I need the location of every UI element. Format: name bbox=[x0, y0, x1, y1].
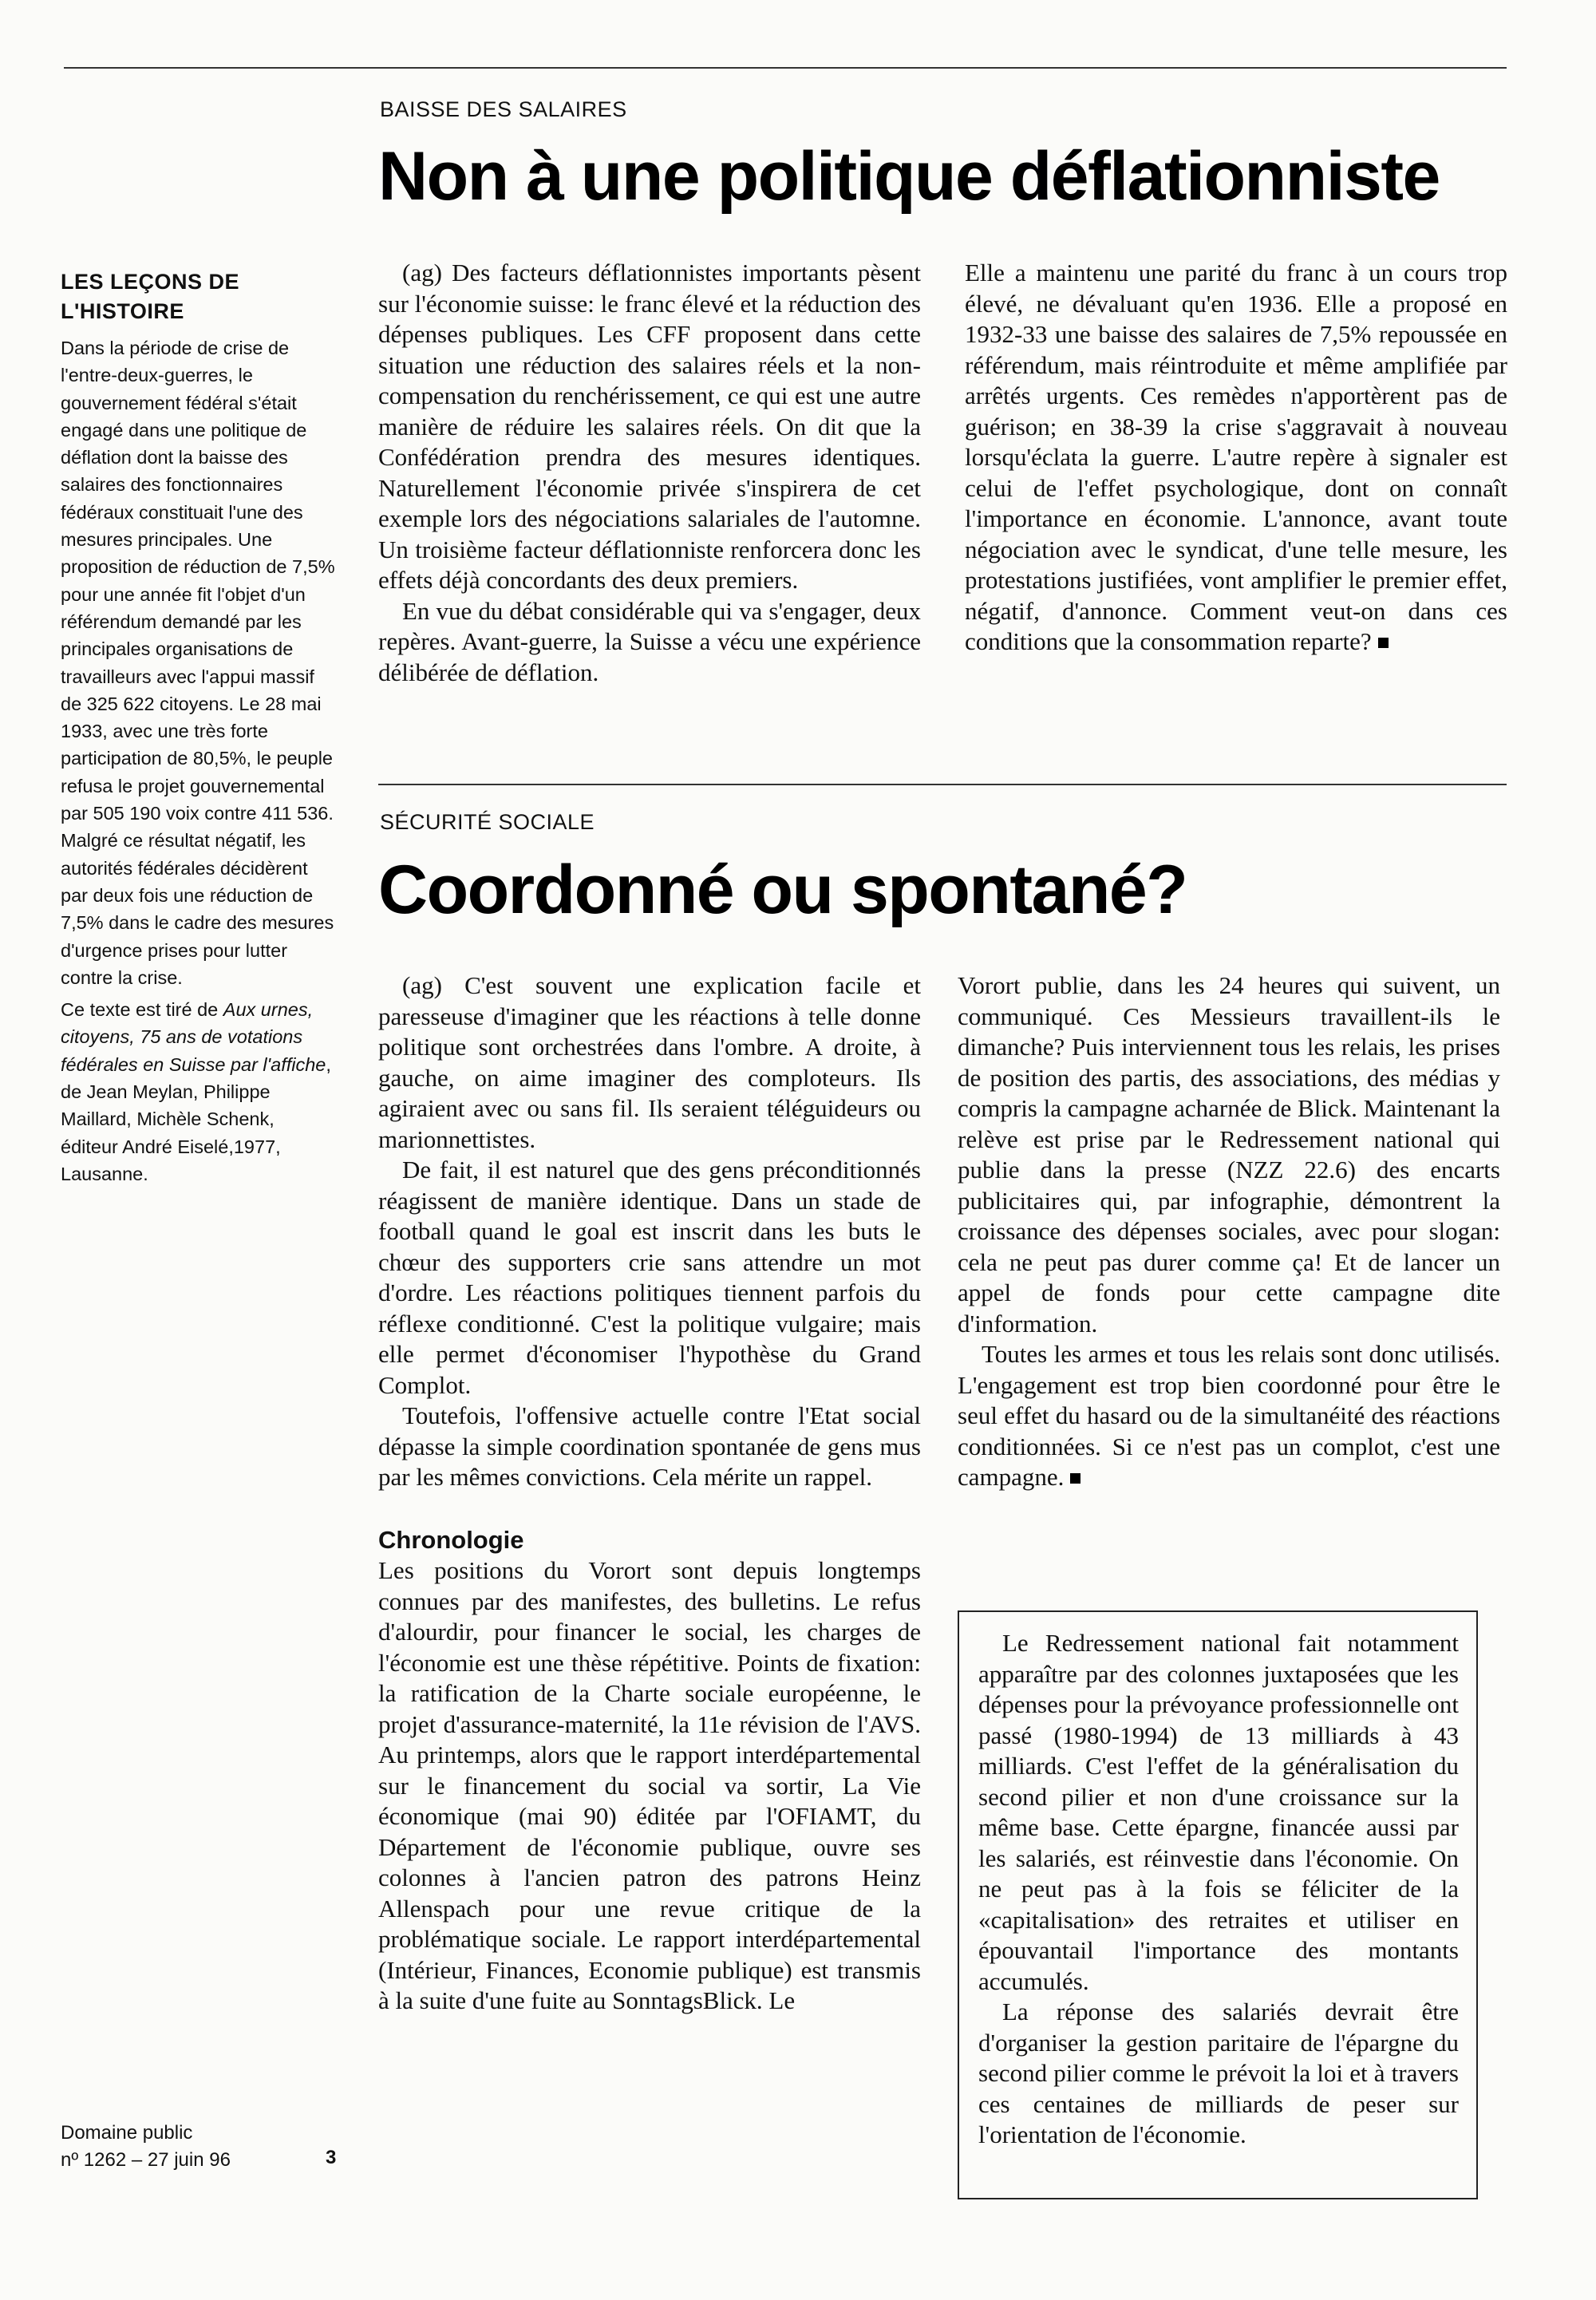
paragraph: (ag) Des facteurs déflationnistes importants pèsent sur l'économie suisse: le franc élevé et la réduction des dépenses publiques. Les CFF proposent dans cette situation une réduction des salaires réels et la non-compensation du renchérissement, ce qui est une autre manière de réduire les salaires réels. On dit que la Confédération prendra des mesures identiques. Naturellement l'économie privée s'inspirera de cet exemple lors des négociations salariales de l'automne. Un troisième facteur déflationniste renforcera donc les effets déjà concordants des deux premiers. bbox=[378, 259, 921, 594]
paragraph: Toutefois, l'offensive actuelle contre l'Etat social dépasse la simple coordination spontanée de gens mus par les mêmes convictions. Cela mérite un rappel. bbox=[378, 1401, 921, 1491]
article2-headline: Coordonné ou spontané? bbox=[378, 852, 1187, 928]
box-paragraph: La réponse des salariés devrait être d'organiser la gestion paritaire de l'épargne du second pilier comme le prévoit la loi et à travers ces centaines de milliards de peser sur l'orientation de l'économie. bbox=[978, 1998, 1459, 2148]
footer bbox=[61, 2120, 348, 2174]
paragraph-text: Elle a maintenu une parité du franc à un cours trop élevé, ne dévaluant qu'en 1936. Elle a proposé en 1932-33 une baisse des salaires de 7,5% repoussée en référendum, mais réintroduite et même amplifiée par arrêtés urgents. Ces remèdes n'apportèrent pas de guérison; en 38-39 la crise s'aggravait à nouveau lorsqu'éclata la guerre. L'autre repère à signaler est celui de l'effet psychologique, dont on connaît l'importance en économie. L'annonce, avant toute négociation avec le syndicat, d'une telle mesure, les protestations justifiées, vont amplifier le premier effet, négatif, d'annonce. Comment veut-on dans ces conditions que la consommation reparte? bbox=[965, 259, 1507, 655]
paragraph: (ag) C'est souvent une explication facile et paresseuse d'imaginer que les réactions à telle donne politique sont orchestrées dans l'ombre. A droite, à gauche, on aime imaginer des comploteurs. Ils agiraient avec ou sans fil. Ils seraient téléguideurs ou marionnettistes. bbox=[378, 971, 921, 1153]
subhead-chronologie: Chronologie bbox=[378, 1525, 524, 1554]
publication-name: Domaine public bbox=[61, 2122, 193, 2144]
article2-kicker: SÉCURITÉ SOCIALE bbox=[380, 810, 595, 834]
paragraph: De fait, il est naturel que des gens préconditionnés réagissent de manière identique. Dans un stade de football quand le goal est inscrit dans les buts le chœur des supporters crie sans attendre un mot d'ordre. Les réactions politiques tiennent parfois du réflexe conditionné. C'est la politique vulgaire; mais elle permet d'économiser l'hypothèse du Grand Complot. bbox=[378, 1156, 921, 1399]
sidebar-title: LES LEÇONS DE L'HISTOIRE bbox=[61, 270, 240, 323]
paragraph bbox=[958, 1339, 1500, 1493]
issue-info: nº 1262 – 27 juin 96 bbox=[61, 2149, 231, 2171]
section-rule bbox=[378, 784, 1507, 785]
article1-column-2 bbox=[965, 258, 1507, 658]
article1-column-1 bbox=[378, 258, 921, 688]
box-paragraph: Le Redressement national fait notamment apparaître par des colonnes juxtaposées que les dépenses pour la prévoyance professionnelle ont passé (1980-1994) de 13 milliards à 43 milliards. C'est l'effet de la généralisation du second pilier et non d'une croissance sur la même base. Cette épargne, financée aussi par les salariés, est réinvestie dans l'économie. On ne peut pas à la fois se féliciter de la «capitalisation» des retraites et utiliser en épouvantail l'importance des montants accumulés. bbox=[978, 1629, 1459, 1995]
paragraph-text: Toutes les armes et tous les relais sont donc utilisés. L'engagement est trop bien coordonné pour être le seul effet du hasard ou de la simultanéité des réactions conditionnées. Si ce n'est pas un complot, c'est une campagne. bbox=[958, 1340, 1500, 1491]
top-rule bbox=[64, 67, 1507, 69]
sidebar-history bbox=[61, 267, 336, 1192]
paragraph bbox=[965, 258, 1507, 658]
sidebar-body: Dans la période de crise de l'entre-deux-guerres, le gouvernement fédéral s'était engagé dans une politique de déflation dont la baisse des salaires des fonctionnaires fédéraux constituait l'une des mesures principales. Une proposition de réduction de 7,5% pour une année fit l'objet d'un référendum demandé par les principales organisations de travailleurs avec l'appui massif de 325 622 citoyens. Le 28 mai 1933, avec une très forte participation de 80,5%, le peuple refusa le projet gouvernemental par 505 190 voix contre 411 536. Malgré ce résultat négatif, les autorités fédérales décidèrent par deux fois une réduction de 7,5% dans le cadre des mesures d'urgence prises pour lutter contre la crise. bbox=[61, 338, 335, 988]
paragraph: Vorort publie, dans les 24 heures qui suivent, un communiqué. Ces Messieurs travaillent-ils le dimanche? Puis interviennent tous les relais, les prises de position des partis, des associations, des médias y compris la campagne acharnée de Blick. Maintenant la relève est prise par le Redressement national qui publie dans la presse (NZZ 22.6) des encarts publicitaires qui, par infographie, démontrent la croissance des dépenses sociales, avec pour slogan: cela ne peut pas durer comme ça! Et de lancer un appel de fonds pour cette campagne dite d'information. bbox=[958, 971, 1500, 1338]
info-box bbox=[958, 1610, 1478, 2199]
paragraph: En vue du débat considérable qui va s'engager, deux repères. Avant-guerre, la Suisse a vécu une expérience délibérée de déflation. bbox=[378, 596, 921, 686]
source-title: Aux urnes, citoyens, 75 ans de votations fédérales en Suisse par l'affiche bbox=[61, 999, 326, 1075]
source-suffix: , de Jean Meylan, Philippe Maillard, Michèle Schenk, éditeur André Eiselé,1977, Lausanne. bbox=[61, 1053, 331, 1184]
article2-column-1 bbox=[378, 970, 921, 2017]
article1-kicker: BAISSE DES SALAIRES bbox=[380, 97, 627, 121]
end-mark-icon bbox=[1378, 638, 1389, 648]
end-mark-icon bbox=[1070, 1473, 1080, 1484]
article2-column-2 bbox=[958, 970, 1500, 1493]
paragraph: Les positions du Vorort sont depuis longtemps connues par des manifestes, des bulletins. Le refus d'alourdir, pour financer le social, les charges de l'économie est une thèse répétitive. Points de fixation: la ratification de la Charte sociale européenne, le projet d'assurance-maternité, la 11e révision de l'AVS. Au printemps, alors que le rapport interdépartemental sur le financement du social va sortir, La Vie économique (mai 90) éditée par l'OFIAMT, du Département de l'économie publique, ouvre ses colonnes à l'ancien patron des patrons Heinz Allenspach pour une revue critique de la problématique sociale. Le rapport interdépartemental (Intérieur, Finances, Economie publique) est transmis à la suite d'une fuite au SonntagsBlick. Le bbox=[378, 1556, 921, 2014]
source-prefix: Ce texte est tiré de bbox=[61, 999, 223, 1021]
article1-headline: Non à une politique déflationniste bbox=[378, 138, 1440, 215]
sidebar-source bbox=[61, 996, 336, 1188]
page-number: 3 bbox=[326, 2147, 337, 2168]
